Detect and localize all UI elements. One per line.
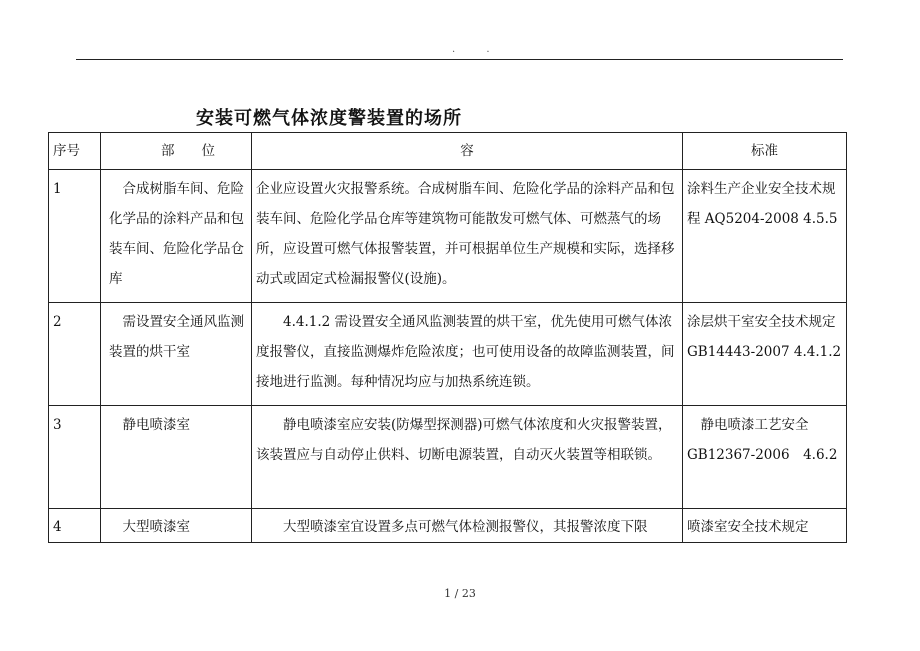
row-standard: 涂料生产企业安全技术规程 AQ5204-2008 4.5.5 (683, 170, 847, 303)
row-part: 合成树脂车间、危险化学品的涂料产品和包装车间、危险化学品仓库 (101, 170, 252, 303)
header-content: 容 (252, 133, 683, 170)
document-title: 安装可燃气体浓度警装置的场所 (196, 108, 462, 129)
header-no: 序号 (49, 133, 101, 170)
table-row (49, 303, 847, 406)
row-standard: 喷漆室安全技术规定 (683, 509, 847, 543)
row-standard: 涂层烘干室安全技术规定 GB14443-2007 4.4.1.2 (683, 303, 847, 406)
row-no: 2 (49, 303, 101, 406)
row-no: 1 (49, 170, 101, 303)
header-dots: . . (452, 44, 504, 55)
row-part: 静电喷漆室 (101, 406, 252, 509)
row-content: 4.4.1.2 需设置安全通风监测装置的烘干室，优先使用可燃气体浓度报警仪，直接监测爆炸危险浓度；也可使用设备的故障监测装置，间接地进行监测。每种情况均应与加热系统连锁。 (252, 303, 683, 406)
row-content: 大型喷漆室宜设置多点可燃气体检测报警仪，其报警浓度下限 (252, 509, 683, 543)
venue-table (48, 132, 847, 543)
table-row (49, 509, 847, 543)
header-part: 部 位 (101, 133, 252, 170)
row-no: 3 (49, 406, 101, 509)
header-rule (76, 59, 843, 60)
row-content: 静电喷漆室应安装(防爆型探测器)可燃气体浓度和火灾报警装置，该装置应与自动停止供料、切断电源装置，自动灭火装置等相联锁。 (252, 406, 683, 509)
row-part: 大型喷漆室 (101, 509, 252, 543)
table-header-row (49, 133, 847, 170)
header-standard: 标准 (683, 133, 847, 170)
row-content: 企业应设置火灾报警系统。合成树脂车间、危险化学品的涂料产品和包装车间、危险化学品仓库等建筑物可能散发可燃气体、可燃蒸气的场所，应设置可燃气体报警装置，并可根据单位生产规模和实际，选择移动式或固定式检漏报警仪(设施)。 (252, 170, 683, 303)
row-no: 4 (49, 509, 101, 543)
page-number: 1 / 23 (444, 587, 476, 600)
row-part: 需设置安全通风监测装置的烘干室 (101, 303, 252, 406)
table-row (49, 406, 847, 509)
row-standard: 静电喷漆工艺安全 GB12367-2006 4.6.2 (683, 406, 847, 509)
table-row (49, 170, 847, 303)
